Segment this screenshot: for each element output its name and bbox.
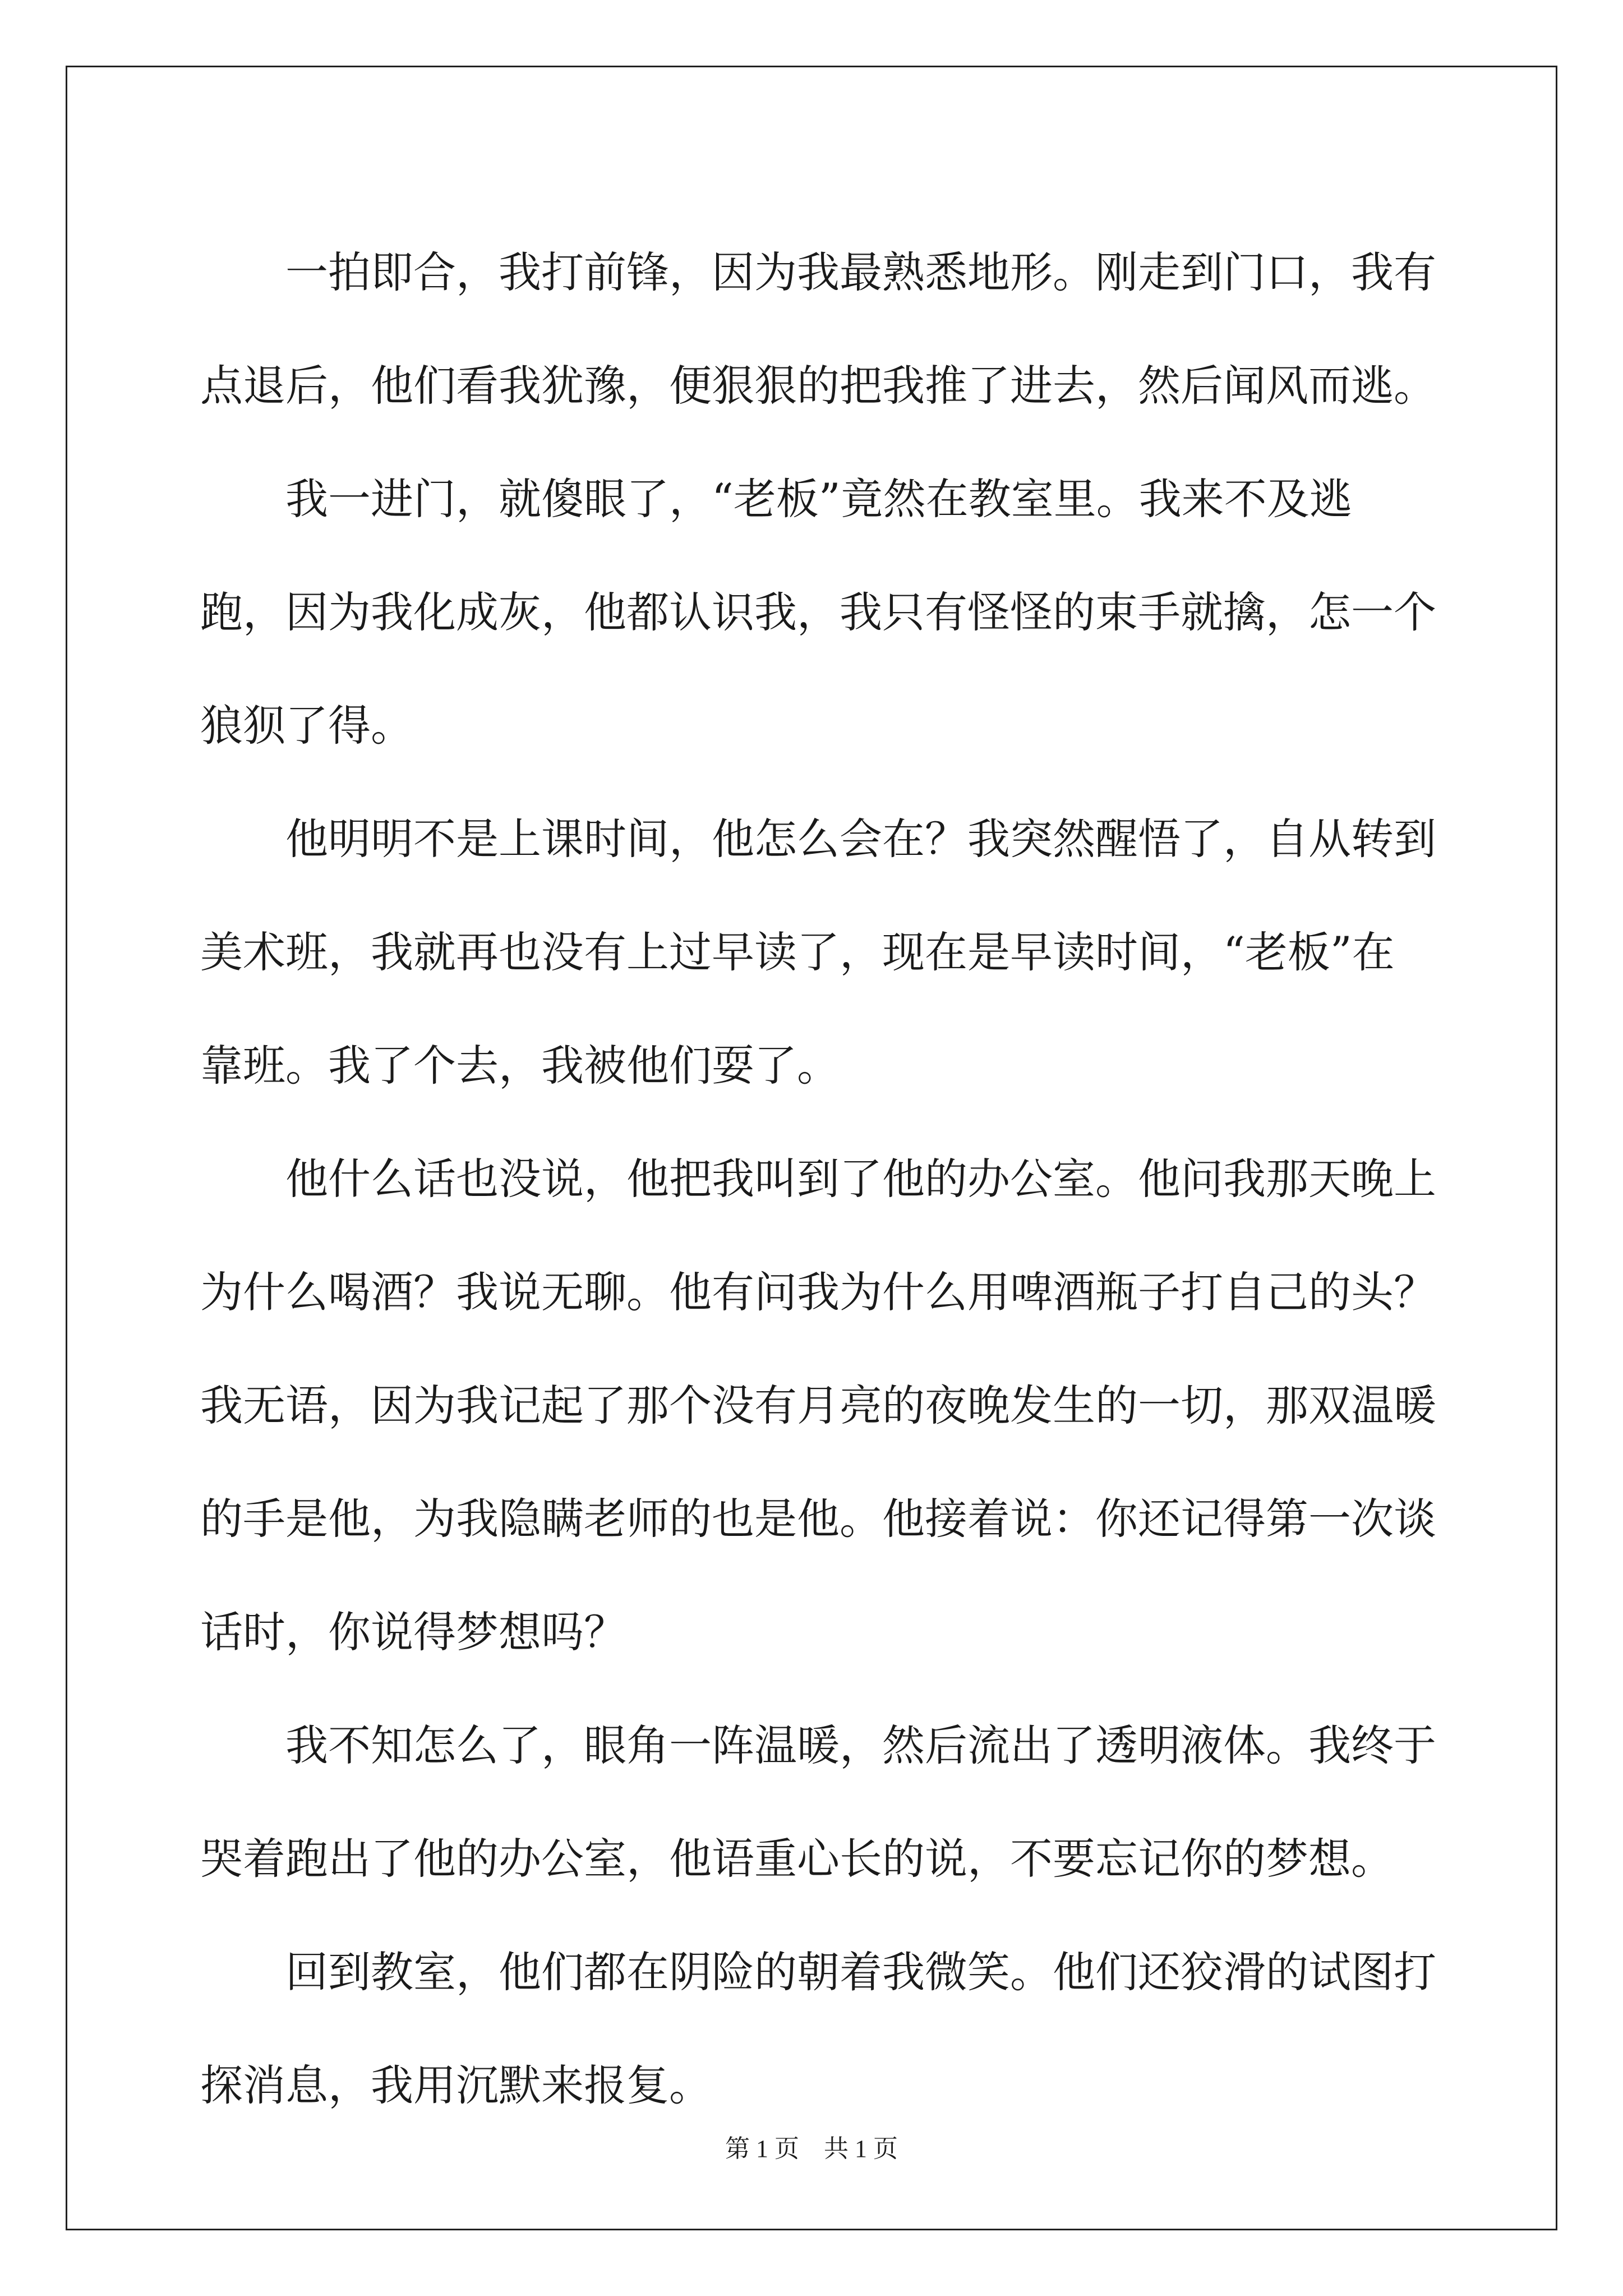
paragraph-1: 一拍即合，我打前锋，因为我最熟悉地形。刚走到门口，我有点退后，他们看我犹豫，便狠狠的把我推了进去，然后闻风而逃。 [200, 247, 1436, 411]
paragraph-2: 我一进门，就傻眼了，“老板”竟然在教室里。我来不及逃跑，因为我化成灰，他都认识我，我只有怪怪的束手就擒，怎一个狼狈了得。 [200, 474, 1436, 751]
paragraph-6: 回到教室，他们都在阴险的朝着我微笑。他们还狡滑的试图打探消息，我用沉默来报复。 [200, 1947, 1436, 2110]
document-body [200, 216, 1437, 2142]
paragraph-5: 我不知怎么了，眼角一阵温暖，然后流出了透明液体。我终于哭着跑出了他的办公室，他语重心长的说，不要忘记你的梦想。 [200, 1720, 1436, 1884]
page-footer: 第 1 页 共 1 页 [725, 2135, 898, 2162]
paragraph-4: 他什么话也没说，他把我叫到了他的办公室。他问我那天晚上为什么喝酒？我说无聊。他有问我为什么用啤酒瓶子打自己的头？我无语，因为我记起了那个没有月亮的夜晚发生的一切，那双温暖的手是他，为我隐瞒老师的也是他。他接着说：你还记得第一次谈话时，你说得梦想吗？ [200, 1154, 1436, 1657]
paragraph-3: 他明明不是上课时间，他怎么会在？我突然醒悟了，自从转到美术班，我就再也没有上过早读了，现在是早读时间，“老板”在靠班。我了个去，我被他们耍了。 [200, 814, 1436, 1091]
